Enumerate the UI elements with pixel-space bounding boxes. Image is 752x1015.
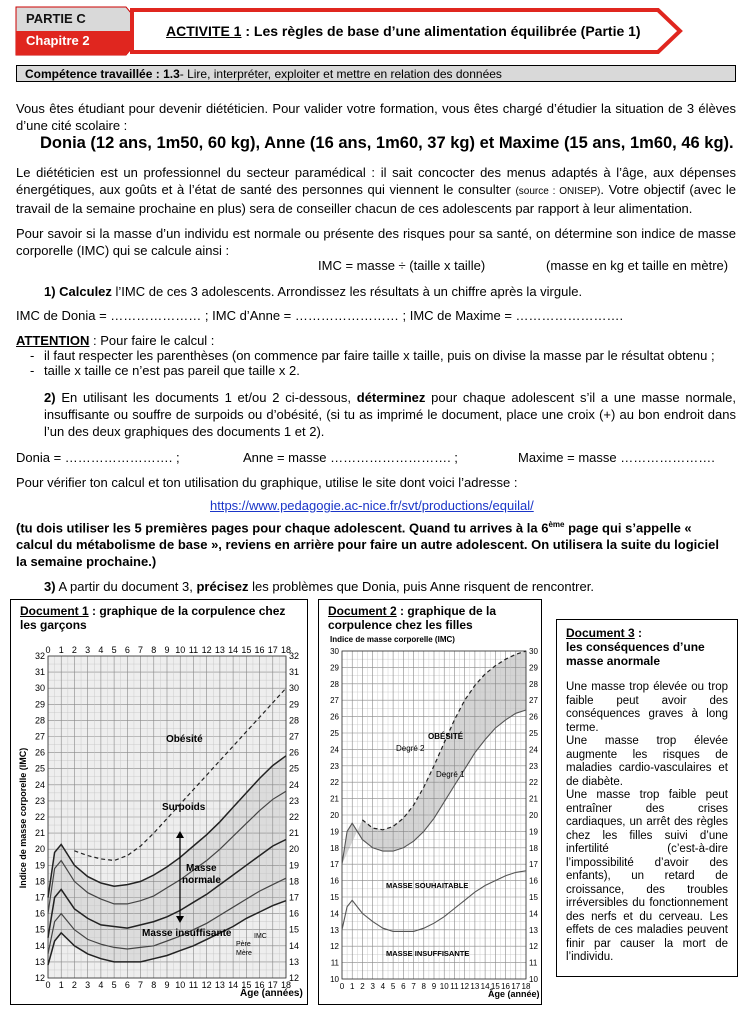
c2-ytick-label: 29 [529, 663, 538, 673]
c2-ytick-label: 17 [529, 860, 538, 870]
c2-ytick-label: 29 [330, 663, 339, 673]
c1-xtick-label: 13 [214, 980, 225, 990]
c2-xtick-label: 12 [460, 982, 470, 991]
c1-ytick-label: 25 [34, 763, 45, 774]
c2-ytick-label: 25 [529, 729, 538, 738]
c2-ytick-label: 23 [330, 761, 339, 771]
dietitian-paragraph [16, 164, 736, 217]
c1-xtick-label: 18 [280, 645, 292, 655]
c1-ytick-label: 31 [34, 667, 45, 678]
verify-note [16, 516, 732, 570]
c2-xtick-label: 0 [339, 982, 345, 991]
c1-ytick-label: 27 [34, 731, 45, 742]
doc2-xlabel: Âge (année) [488, 989, 540, 999]
c2-ytick-label: 23 [529, 761, 538, 771]
verify-text: Pour vérifier ton calcul et ton utilisation du graphique, utilise le site dont voici l’adresse : [16, 475, 518, 490]
doc3-paragraph: Une masse trop élevée ou trop faible peut avoir des conséquences graves à long terme. [566, 681, 728, 734]
c1-xtick-label: 2 [71, 980, 77, 990]
c2-xtick-label: 1 [349, 982, 355, 991]
c1-ytick-label: 20 [289, 844, 300, 855]
c1-xtick-label: 9 [164, 980, 170, 990]
c1-ytick-label: 13 [289, 956, 300, 967]
c2-xtick-label: 7 [411, 982, 416, 991]
c1-xtick-label: 17 [267, 645, 278, 655]
doc3-body [566, 681, 728, 965]
q2-text-a: En utilisant les documents 1 et/ou 2 ci-dessous, [55, 390, 357, 405]
c2-ytick-label: 19 [529, 827, 538, 837]
c1-xtick-label: 7 [138, 645, 144, 655]
doc1-title-text: : graphique de la corpulence chez les garçons [20, 604, 286, 632]
c2-ytick-label: 10 [529, 975, 538, 984]
c2-ytick-label: 24 [330, 745, 339, 755]
answer-donia: Donia = ……………………. ; [16, 450, 180, 465]
doc2-title-text: : graphique de la corpulence chez les filles [328, 604, 497, 632]
doc1-zone-insuffisante: Masse insuffisante [142, 928, 232, 939]
imc-paragraph: Pour savoir si la masse d’un individu est normale ou présente des risques pour sa santé, on détermine son indice de masse corporelle (IMC) qui se calcule ainsi : [16, 226, 736, 258]
students-line: Donia (12 ans, 1m50, 60 kg), Anne (16 ans, 1m60, 37 kg) et Maxime (15 ans, 1m60, 46 kg). [40, 134, 734, 152]
attention-item-2: - taille x taille ce n’est pas pareil que taille x 2. [30, 363, 300, 378]
chapitre-label: Chapitre 2 [26, 33, 90, 48]
question-3 [44, 578, 594, 595]
doc2-degre2: Degré 2 [396, 744, 425, 753]
c2-ytick-label: 14 [529, 909, 538, 919]
c1-xtick-label: 8 [151, 980, 157, 990]
c1-xtick-label: 10 [175, 980, 186, 990]
doc3-title-text: : [634, 626, 643, 640]
c1-ytick-label: 13 [34, 956, 45, 967]
c2-ytick-label: 13 [529, 925, 538, 935]
doc1-title [20, 604, 300, 632]
c1-ytick-label: 14 [289, 940, 300, 951]
c2-ytick-label: 18 [330, 843, 339, 853]
c1-ytick-label: 28 [34, 715, 45, 726]
c1-ytick-label: 29 [289, 699, 300, 710]
c2-xtick-label: 4 [380, 982, 386, 991]
answer-anne: Anne = masse ………………………. ; [243, 450, 458, 465]
c1-ytick-label: 18 [34, 876, 45, 887]
c1-xtick-label: 15 [241, 645, 252, 655]
c2-ytick-label: 30 [330, 647, 339, 656]
c2-ytick-label: 22 [529, 778, 538, 788]
c1-xtick-label: 5 [111, 980, 117, 990]
c2-ytick-label: 11 [529, 958, 538, 968]
c1-ytick-label: 19 [289, 860, 300, 871]
c2-ytick-label: 26 [330, 712, 339, 722]
c1-ytick-label: 17 [34, 892, 45, 903]
answer-maxime: Maxime = masse …………………. [518, 450, 715, 465]
c2-xtick-label: 14 [480, 982, 490, 991]
doc2-title [328, 604, 538, 632]
c1-ytick-label: 32 [34, 651, 45, 661]
doc2-ylabel: Indice de masse corporelle (IMC) [330, 635, 455, 644]
c2-xtick-label: 15 [490, 982, 500, 991]
c1-xtick-label: 8 [151, 645, 157, 655]
c1-xtick-label: 0 [45, 980, 51, 990]
c1-xtick-label: 11 [188, 645, 199, 655]
c1-xtick-label: 16 [254, 980, 265, 990]
c2-ytick-label: 22 [330, 778, 339, 788]
c1-xtick-label: 4 [98, 980, 104, 990]
attention-intro: : Pour faire le calcul : [89, 333, 215, 348]
q1-number: 1) Calculez [44, 284, 112, 299]
intro-paragraph: Vous êtes étudiant pour devenir diététicien. Pour valider votre formation, vous êtes chargé d’étudier la situation de 3 élèves d’une cité scolaire : [16, 101, 736, 133]
c1-ytick-label: 31 [289, 667, 300, 678]
c1-xtick-label: 18 [280, 980, 292, 990]
page-title [166, 23, 641, 39]
attention-item-text: taille x taille ce n’est pas pareil que taille x 2. [44, 363, 300, 378]
source-note: (source : ONISEP) [515, 186, 601, 197]
c2-xtick-label: 13 [470, 982, 480, 991]
c1-xtick-label: 12 [201, 980, 212, 990]
c1-ytick-label: 16 [289, 908, 300, 919]
c2-ytick-label: 13 [330, 925, 339, 935]
doc1-zone-obesite: Obésité [166, 734, 203, 745]
c2-ytick-label: 21 [529, 794, 538, 804]
doc1-legend-imc: IMC [254, 933, 267, 940]
c1-xtick-label: 5 [111, 645, 117, 655]
c2-ytick-label: 21 [330, 794, 339, 804]
c1-ytick-label: 29 [34, 699, 45, 710]
c1-ytick-label: 23 [34, 795, 45, 806]
c2-xtick-label: 6 [401, 982, 406, 991]
c2-ytick-label: 30 [529, 647, 538, 656]
c2-ytick-label: 12 [529, 942, 538, 952]
c1-xtick-label: 14 [228, 980, 239, 990]
doc1-legend-pere: Père [236, 941, 251, 948]
c2-xtick-label: 10 [439, 982, 449, 991]
doc1-zone-normale-1: Masse [186, 863, 217, 874]
doc3-title [566, 626, 736, 640]
c1-ytick-label: 15 [34, 924, 45, 935]
doc3-subtitle: les conséquences d’une masse anormale [566, 640, 705, 668]
q3-text-a: A partir du document 3, [55, 579, 197, 594]
c1-ytick-label: 17 [289, 892, 300, 903]
c2-xtick-label: 2 [360, 982, 365, 991]
c2-ytick-label: 18 [529, 843, 538, 853]
c2-ytick-label: 20 [529, 811, 538, 820]
attention-item-text: il faut respecter les parenthèses (on commence par faire taille x taille, puis on divise la masse par le résultat obtenu ; [44, 348, 715, 363]
c2-xtick-label: 18 [521, 982, 531, 991]
verify-note-sup: ème [548, 520, 565, 529]
c1-ytick-label: 30 [34, 683, 45, 694]
question-1 [44, 283, 582, 300]
c1-ytick-label: 23 [289, 795, 300, 806]
c1-ytick-label: 32 [289, 651, 300, 661]
c1-xtick-label: 0 [45, 645, 51, 655]
c2-ytick-label: 16 [529, 876, 538, 886]
c1-ytick-label: 16 [34, 908, 45, 919]
c1-ytick-label: 14 [34, 940, 45, 951]
c1-ytick-label: 21 [34, 828, 45, 839]
verify-note-b: page qui s’appelle « calcul du métabolisme de base », reviens en arrière pour faire un autre adolescent. On utilisera la suite du logiciel la semaine prochaine.) [16, 520, 719, 570]
c2-ytick-label: 11 [330, 958, 339, 968]
c2-xtick-label: 9 [431, 982, 437, 991]
doc1-zone-normale-2: normale [182, 875, 221, 886]
c2-ytick-label: 27 [330, 696, 339, 706]
c2-xtick-label: 5 [390, 982, 396, 991]
c1-xtick-label: 12 [201, 645, 212, 655]
c2-ytick-label: 25 [330, 729, 339, 738]
c2-ytick-label: 26 [529, 712, 538, 722]
c2-xtick-label: 8 [421, 982, 427, 991]
c1-ytick-label: 27 [289, 731, 300, 742]
c1-ytick-label: 12 [289, 973, 300, 983]
dietitian-text-b: . Votre objectif (avec le travail de la semaine prochaine en plus) sera de conseiller chacun de ces adolescents par rapport à leur alimentation. [16, 182, 736, 216]
partie-label: PARTIE C [26, 11, 86, 26]
c1-xtick-label: 9 [164, 645, 170, 655]
q3-verb: précisez [196, 579, 249, 594]
c1-xtick-label: 3 [85, 645, 91, 655]
competence-code: 1.3 [163, 67, 180, 81]
c1-ytick-label: 25 [289, 763, 300, 774]
verify-note-a: (tu dois utiliser les 5 premières pages pour chaque adolescent. Quand tu arrives à la 6 [16, 520, 549, 536]
c1-ytick-label: 19 [34, 860, 45, 871]
c2-ytick-label: 27 [529, 696, 538, 706]
c2-ytick-label: 15 [529, 893, 538, 902]
c2-ytick-label: 14 [330, 909, 339, 919]
q3-text-b: les problèmes que Donia, puis Anne risquent de rencontrer. [248, 579, 594, 594]
c1-ytick-label: 26 [289, 747, 300, 758]
doc1-legend-mere: Mère [236, 950, 252, 957]
competence-label: Compétence travaillée : [25, 67, 164, 81]
c1-xtick-label: 4 [98, 645, 104, 655]
c1-xtick-label: 3 [85, 980, 91, 990]
c1-xtick-label: 6 [124, 645, 130, 655]
competence-bar [16, 65, 736, 82]
c2-ytick-label: 28 [529, 679, 538, 689]
doc2-degre1: Degré 1 [436, 770, 465, 779]
title-rest: : Les règles de base d’une alimentation équilibrée (Partie 1) [241, 23, 641, 39]
attention-item-1: - il faut respecter les parenthèses (on commence par faire taille x taille, puis on divise la masse par le résultat obtenu ; [30, 348, 715, 363]
c1-xtick-label: 17 [267, 980, 278, 990]
doc2-zone-obesite: OBÉSITÉ [428, 732, 464, 741]
c1-ytick-label: 28 [289, 715, 300, 726]
c1-xtick-label: 11 [188, 980, 199, 990]
doc1-xlabel: Âge (années) [240, 988, 303, 999]
c2-xtick-label: 3 [370, 982, 375, 991]
c1-ytick-label: 30 [289, 683, 300, 694]
c1-xtick-label: 14 [228, 645, 239, 655]
c1-ytick-label: 26 [34, 747, 45, 758]
doc2-zone-souhaitable: MASSE SOUHAITABLE [386, 881, 469, 890]
equilal-link[interactable]: https://www.pedagogie.ac-nice.fr/svt/productions/equilal/ [210, 498, 534, 513]
formula-units: (masse en kg et taille en mètre) [546, 258, 729, 273]
c1-ytick-label: 24 [34, 779, 45, 790]
c1-xtick-label: 10 [175, 645, 186, 655]
q3-number: 3) [44, 579, 56, 594]
doc1-chart [14, 638, 304, 1002]
c1-xtick-label: 13 [214, 645, 225, 655]
doc2-title-label: Document 2 [328, 604, 397, 618]
doc2-zone-insuffisante: MASSE INSUFFISANTE [386, 949, 470, 958]
doc3-paragraph: Une masse trop faible peut entraîner des crises cardiaques, un arrêt des règles chez les filles suivi d’une infertilité (c’est-à-dire l’impossibilité d’avoir des enfants), un retard de croissance, des troubles irréversibles du fonctionnement des nerfs et du cerveau. Les effets de ces maladies peuvent finir par causer la mort de l’individu. [566, 789, 728, 963]
q2-number: 2) [44, 390, 56, 405]
doc1-ylabel: Indice de masse corporelle (IMC) [18, 747, 28, 889]
c2-ytick-label: 10 [330, 975, 339, 984]
imc-formula: IMC = masse ÷ (taille x taille) [318, 258, 486, 273]
c1-ytick-label: 15 [289, 924, 300, 935]
c2-ytick-label: 28 [330, 679, 339, 689]
c2-ytick-label: 24 [529, 745, 538, 755]
c1-ytick-label: 22 [289, 812, 300, 822]
c2-ytick-label: 20 [330, 811, 339, 820]
c1-ytick-label: 24 [289, 779, 300, 790]
c1-ytick-label: 21 [289, 828, 300, 839]
c1-xtick-label: 6 [124, 980, 130, 990]
c2-ytick-label: 12 [330, 942, 339, 952]
c1-xtick-label: 1 [58, 980, 64, 990]
c1-ytick-label: 12 [34, 973, 45, 983]
dietitian-text-a: Le diététicien est un professionnel du secteur paramédical : il sait concocter des menus adaptés à l’âge, aux dépenses énergétiques, aux goûts et à l’état de santé des personnes qui viennent le consulter [16, 165, 736, 197]
c1-ytick-label: 22 [34, 812, 45, 822]
doc3-paragraph: Une masse trop élevée augmente les risques de maladies cardio-vasculaires et de diabète. [566, 735, 728, 788]
c1-ytick-label: 20 [34, 844, 45, 855]
c2-xtick-label: 16 [501, 982, 511, 991]
c1-xtick-label: 7 [138, 980, 144, 990]
q1-text: l’IMC de ces 3 adolescents. Arrondissez les résultats à un chiffre après la virgule. [111, 284, 583, 299]
doc2-chart [322, 633, 540, 1001]
c1-xtick-label: 15 [241, 980, 252, 990]
doc1-title-label: Document 1 [20, 604, 89, 618]
c2-xtick-label: 17 [511, 982, 521, 991]
q2-text-b: pour chaque adolescent s’il a une masse normale, insuffisante ou souffre de surpoids ou d’obésité, (si tu as imprimé le document, place une croix (+) au bon endroit dans l’un des deux graphiques des documents 1 et 2). [44, 390, 736, 439]
c2-ytick-label: 16 [330, 876, 339, 886]
competence-text: - Lire, interpréter, exploiter et mettre en relation des données [179, 67, 502, 81]
c2-xtick-label: 11 [450, 982, 459, 991]
c2-ytick-label: 17 [330, 860, 339, 870]
doc3-title-label: Document 3 [566, 626, 635, 640]
q2-verb: déterminez [356, 390, 426, 405]
question-2 [44, 389, 736, 440]
c2-ytick-label: 19 [330, 827, 339, 837]
q1-answers: IMC de Donia = ………………… ; IMC d’Anne = …………………… ; IMC de Maxime = ……………………. [16, 308, 624, 323]
c1-xtick-label: 2 [71, 645, 77, 655]
c1-xtick-label: 16 [254, 645, 265, 655]
c2-ytick-label: 15 [330, 893, 339, 902]
activite-label: ACTIVITE 1 [166, 23, 242, 39]
c1-ytick-label: 18 [289, 876, 300, 887]
c1-xtick-label: 1 [58, 645, 64, 655]
doc1-zone-surpoids: Surpoids [162, 802, 206, 813]
attention-label: ATTENTION [16, 333, 90, 348]
